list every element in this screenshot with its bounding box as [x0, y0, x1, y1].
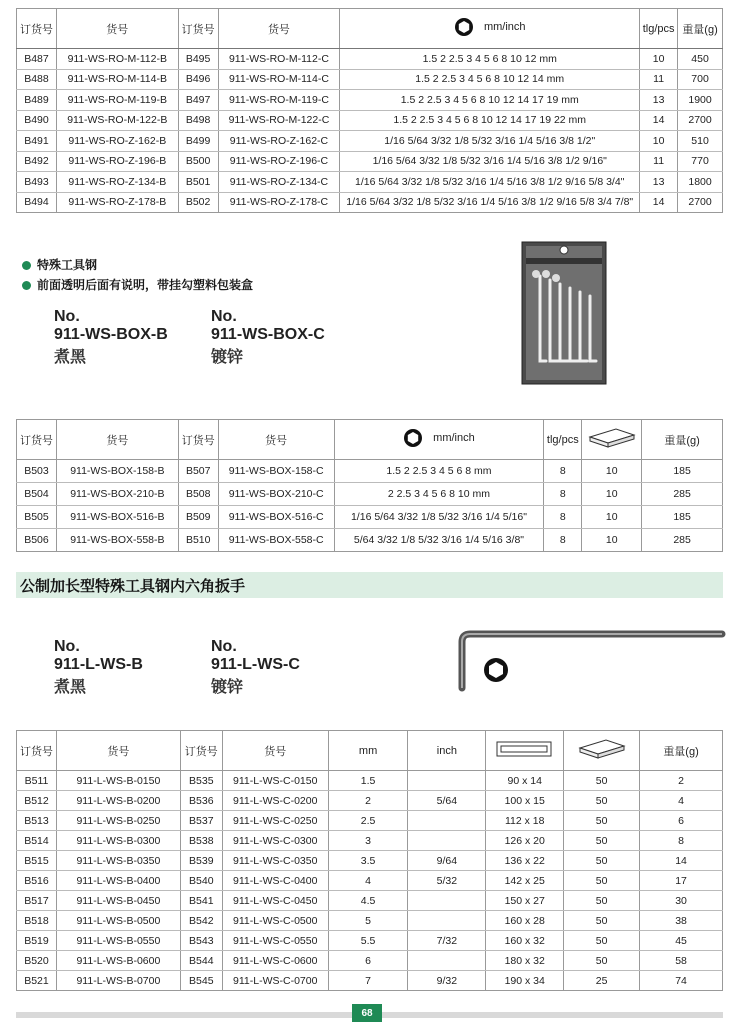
- col-qty: tlg/pcs: [640, 9, 678, 49]
- table-cell: 3.5: [328, 851, 408, 871]
- table-cell: 10: [582, 506, 642, 529]
- table-cell: 7: [328, 971, 408, 991]
- table-cell: 2.5: [328, 811, 408, 831]
- table-row: [17, 951, 723, 971]
- table-cell: 17: [640, 871, 723, 891]
- table-cell: 8: [544, 460, 582, 483]
- table-cell: 911-L-WS-C-0500: [222, 911, 328, 931]
- table-cell: 50: [564, 951, 640, 971]
- table-cell: 911-L-WS-B-0550: [56, 931, 180, 951]
- table-cell: 2700: [678, 192, 723, 213]
- table-cell: 14: [640, 110, 678, 131]
- table-row: [17, 931, 723, 951]
- table-cell: B542: [180, 911, 222, 931]
- dimension-icon: [493, 737, 557, 761]
- table-row: [17, 891, 723, 911]
- table-cell: B501: [178, 172, 218, 193]
- variant-label: No.: [54, 638, 80, 655]
- table-cell: B507: [178, 460, 218, 483]
- table-cell: 9/64: [408, 851, 486, 871]
- table-cell: 911-WS-BOX-516-B: [56, 506, 178, 529]
- table-cell: 2700: [678, 110, 723, 131]
- col-part-no: 货号: [56, 731, 180, 771]
- table-cell: 911-L-WS-B-0700: [56, 971, 180, 991]
- table-cell: B511: [17, 771, 57, 791]
- table-cell: 911-L-WS-B-0300: [56, 831, 180, 851]
- table-cell: B493: [17, 172, 57, 193]
- table-cell: B516: [17, 871, 57, 891]
- table-cell: B517: [17, 891, 57, 911]
- feature-list: [22, 255, 253, 295]
- col-order-no-2: 订货号: [178, 420, 218, 460]
- table-cell: 5/64 3/32 1/8 5/32 3/16 1/4 5/16 3/8": [334, 529, 544, 552]
- table-header-row: [17, 9, 723, 49]
- col-part-no-2: 货号: [218, 9, 340, 49]
- table-cell: 911-WS-RO-M-119-B: [56, 90, 178, 111]
- table-cell: 1/16 5/64 3/32 1/8 5/32 3/16 1/4 5/16 3/8 1/2 9/16 5/8 3/4": [340, 172, 640, 193]
- variant-zinc: [211, 638, 361, 697]
- table-cell: 911-WS-RO-Z-178-C: [218, 192, 340, 213]
- table-cell: 1.5 2 2.5 3 4 5 6 8 10 12 14 17 19 22 mm: [340, 110, 640, 131]
- table-cell: 911-WS-BOX-158-C: [218, 460, 334, 483]
- table-cell: 450: [678, 49, 723, 70]
- table-cell: 4.5: [328, 891, 408, 911]
- table-cell: 911-WS-BOX-516-C: [218, 506, 334, 529]
- table-cell: 911-L-WS-C-0600: [222, 951, 328, 971]
- table-cell: B488: [17, 69, 57, 90]
- table-cell: 911-WS-BOX-210-B: [56, 483, 178, 506]
- col-size-label: mm/inch: [483, 21, 526, 33]
- table-cell: B521: [17, 971, 57, 991]
- table-row: [17, 791, 723, 811]
- table-cell: B539: [180, 851, 222, 871]
- col-box: [564, 731, 640, 771]
- box-icon: [576, 736, 628, 762]
- col-part-no: 货号: [56, 9, 178, 49]
- table-cell: 911-WS-RO-M-119-C: [218, 90, 340, 111]
- col-weight: 重量(g): [642, 420, 723, 460]
- col-order-no-2: 订货号: [178, 9, 218, 49]
- table-row: [17, 771, 723, 791]
- table-cell: 911-WS-BOX-558-C: [218, 529, 334, 552]
- section-title: 公制加长型特殊工具钢内六角扳手: [20, 577, 246, 595]
- spec-table-set: [16, 8, 723, 213]
- table-cell: B506: [17, 529, 57, 552]
- table-row: [17, 811, 723, 831]
- hex-socket-icon: [454, 17, 474, 37]
- table-cell: 770: [678, 151, 723, 172]
- table-cell: 911-WS-RO-Z-178-B: [56, 192, 178, 213]
- table-cell: 50: [564, 871, 640, 891]
- table-cell: 1/16 5/64 3/32 1/8 5/32 3/16 1/4 5/16 3/8 1/2 9/16": [340, 151, 640, 172]
- table-cell: 911-L-WS-C-0250: [222, 811, 328, 831]
- variant-code: 911-L-WS-C: [211, 656, 300, 673]
- table-cell: 911-L-WS-C-0200: [222, 791, 328, 811]
- table-row: [17, 971, 723, 991]
- table-cell: B515: [17, 851, 57, 871]
- col-mm: mm: [328, 731, 408, 771]
- feature-text: 特殊工具钢: [37, 258, 98, 272]
- box-icon: [586, 425, 638, 451]
- table-cell: 142 x 25: [486, 871, 564, 891]
- wrench-set-box-photo: [520, 236, 608, 386]
- table-cell: 700: [678, 69, 723, 90]
- table-cell: 1.5 2 2.5 3 4 5 6 8 10 12 14 17 19 mm: [340, 90, 640, 111]
- table-cell: 1.5 2 2.5 3 4 5 6 8 10 12 14 mm: [340, 69, 640, 90]
- table-row: [17, 110, 723, 131]
- table-cell: 25: [564, 971, 640, 991]
- l-wrench-illustration: [456, 630, 726, 692]
- table-cell: 30: [640, 891, 723, 911]
- table-cell: 911-WS-RO-M-112-B: [56, 49, 178, 70]
- table-cell: 50: [564, 791, 640, 811]
- col-box: [582, 420, 642, 460]
- table-cell: 10: [640, 49, 678, 70]
- table-cell: 911-L-WS-C-0400: [222, 871, 328, 891]
- table-cell: [408, 771, 486, 791]
- feature-text: 前面透明后面有说明，带挂勾塑料包装盒: [37, 278, 254, 292]
- table-cell: 1/16 5/64 3/32 1/8 5/32 3/16 1/4 5/16 3/8 1/2 9/16 5/8 3/4 7/8": [340, 192, 640, 213]
- col-order-no-2: 订货号: [180, 731, 222, 771]
- table-cell: [408, 911, 486, 931]
- table-cell: B489: [17, 90, 57, 111]
- table-cell: 8: [544, 506, 582, 529]
- col-size: [334, 420, 544, 460]
- table-cell: 911-WS-RO-M-112-C: [218, 49, 340, 70]
- table-cell: 911-L-WS-B-0450: [56, 891, 180, 911]
- table-cell: B545: [180, 971, 222, 991]
- table-cell: B494: [17, 192, 57, 213]
- col-size: [340, 9, 640, 49]
- table-cell: B502: [178, 192, 218, 213]
- variant-code: 911-WS-BOX-B: [54, 326, 168, 343]
- table-cell: 185: [642, 460, 723, 483]
- table-cell: 160 x 32: [486, 931, 564, 951]
- table-cell: 911-WS-BOX-210-C: [218, 483, 334, 506]
- table-cell: 911-L-WS-C-0700: [222, 971, 328, 991]
- table-cell: 160 x 28: [486, 911, 564, 931]
- table-cell: 150 x 27: [486, 891, 564, 911]
- table-cell: 50: [564, 911, 640, 931]
- table-cell: 911-L-WS-C-0550: [222, 931, 328, 951]
- table-cell: 911-WS-RO-Z-162-B: [56, 131, 178, 152]
- table-cell: B510: [178, 529, 218, 552]
- table-cell: 911-L-WS-C-0350: [222, 851, 328, 871]
- table-cell: B499: [178, 131, 218, 152]
- table-cell: 10: [582, 529, 642, 552]
- table-cell: B543: [180, 931, 222, 951]
- table-cell: 8: [544, 483, 582, 506]
- table-row: [17, 911, 723, 931]
- table-cell: B512: [17, 791, 57, 811]
- table-header-row: [17, 420, 723, 460]
- table-row: [17, 172, 723, 193]
- table-cell: 510: [678, 131, 723, 152]
- table-cell: 10: [640, 131, 678, 152]
- table-cell: [408, 891, 486, 911]
- list-item: [22, 255, 253, 275]
- bullet-dot-icon: [22, 261, 31, 270]
- table-cell: B541: [180, 891, 222, 911]
- table-row: [17, 460, 723, 483]
- long-wrench-table: [16, 730, 723, 991]
- table-cell: 3: [328, 831, 408, 851]
- table-row: [17, 69, 723, 90]
- col-weight: 重量(g): [640, 731, 723, 771]
- table-cell: 5.5: [328, 931, 408, 951]
- table-cell: B536: [180, 791, 222, 811]
- table-cell: B537: [180, 811, 222, 831]
- table-cell: 50: [564, 851, 640, 871]
- table-cell: 2: [640, 771, 723, 791]
- variant-label: No.: [54, 308, 80, 325]
- list-item: [22, 275, 253, 295]
- bullet-dot-icon: [22, 281, 31, 290]
- table-row: [17, 506, 723, 529]
- table-cell: 5: [328, 911, 408, 931]
- table-cell: B544: [180, 951, 222, 971]
- table-cell: 8: [544, 529, 582, 552]
- table-cell: B518: [17, 911, 57, 931]
- table-cell: [408, 831, 486, 851]
- variant-label: No.: [211, 638, 237, 655]
- table-cell: 112 x 18: [486, 811, 564, 831]
- col-weight: 重量(g): [678, 9, 723, 49]
- table-cell: 13: [640, 90, 678, 111]
- table-cell: 911-L-WS-C-0300: [222, 831, 328, 851]
- table-cell: B495: [178, 49, 218, 70]
- table-row: [17, 529, 723, 552]
- table-cell: 11: [640, 69, 678, 90]
- table-cell: 9/32: [408, 971, 486, 991]
- table-cell: B496: [178, 69, 218, 90]
- variant-finish: 煮黑: [54, 679, 87, 696]
- table-cell: 285: [642, 529, 723, 552]
- table-cell: 11: [640, 151, 678, 172]
- table-cell: 911-WS-RO-Z-134-C: [218, 172, 340, 193]
- table-cell: 4: [328, 871, 408, 891]
- table-row: [17, 851, 723, 871]
- table-cell: 136 x 22: [486, 851, 564, 871]
- table-cell: 180 x 32: [486, 951, 564, 971]
- table-cell: B500: [178, 151, 218, 172]
- table-cell: 911-WS-RO-M-114-B: [56, 69, 178, 90]
- table-cell: B509: [178, 506, 218, 529]
- table-cell: 7/32: [408, 931, 486, 951]
- table-cell: B508: [178, 483, 218, 506]
- table-cell: B513: [17, 811, 57, 831]
- table-cell: 1/16 5/64 3/32 1/8 5/32 3/16 1/4 5/16": [334, 506, 544, 529]
- table-cell: B505: [17, 506, 57, 529]
- table-cell: 74: [640, 971, 723, 991]
- table-cell: 50: [564, 771, 640, 791]
- table-cell: 911-L-WS-B-0400: [56, 871, 180, 891]
- table-cell: 13: [640, 172, 678, 193]
- table-cell: 911-L-WS-B-0150: [56, 771, 180, 791]
- table-cell: 911-L-WS-C-0150: [222, 771, 328, 791]
- table-cell: 285: [642, 483, 723, 506]
- table-cell: B490: [17, 110, 57, 131]
- variant-finish: 煮黑: [54, 349, 87, 366]
- table-row: [17, 151, 723, 172]
- table-cell: 10: [582, 460, 642, 483]
- table-cell: [408, 811, 486, 831]
- table-cell: 126 x 20: [486, 831, 564, 851]
- table-cell: B492: [17, 151, 57, 172]
- table-cell: 6: [640, 811, 723, 831]
- table-cell: 911-WS-RO-M-122-C: [218, 110, 340, 131]
- table-row: [17, 483, 723, 506]
- table-cell: 14: [640, 851, 723, 871]
- table-cell: 2: [328, 791, 408, 811]
- table-cell: 1900: [678, 90, 723, 111]
- table-row: [17, 90, 723, 111]
- table-row: [17, 871, 723, 891]
- col-inch: inch: [408, 731, 486, 771]
- table-cell: 911-WS-RO-M-122-B: [56, 110, 178, 131]
- table-cell: 911-WS-BOX-158-B: [56, 460, 178, 483]
- table-cell: 1/16 5/64 3/32 1/8 5/32 3/16 1/4 5/16 3/8 1/2": [340, 131, 640, 152]
- table-cell: 911-L-WS-B-0350: [56, 851, 180, 871]
- table-cell: 911-WS-RO-Z-162-C: [218, 131, 340, 152]
- table-cell: 1.5 2 2.5 3 4 5 6 8 10 12 mm: [340, 49, 640, 70]
- table-cell: 10: [582, 483, 642, 506]
- box-set-table: [16, 419, 723, 552]
- table-cell: 185: [642, 506, 723, 529]
- table-cell: 50: [564, 891, 640, 911]
- table-cell: 4: [640, 791, 723, 811]
- table-cell: 45: [640, 931, 723, 951]
- table-row: [17, 49, 723, 70]
- table-cell: [408, 951, 486, 971]
- table-cell: 8: [640, 831, 723, 851]
- table-row: [17, 831, 723, 851]
- table-cell: B535: [180, 771, 222, 791]
- col-size-label: mm/inch: [433, 432, 475, 444]
- table-header-row: [17, 731, 723, 771]
- table-cell: 911-WS-BOX-558-B: [56, 529, 178, 552]
- table-cell: B497: [178, 90, 218, 111]
- variant-zinc: [211, 308, 361, 367]
- table-cell: 911-WS-RO-M-114-C: [218, 69, 340, 90]
- table-cell: 911-L-WS-B-0600: [56, 951, 180, 971]
- variant-finish: 镀锌: [211, 349, 244, 366]
- table-cell: 190 x 34: [486, 971, 564, 991]
- variant-label: No.: [211, 308, 237, 325]
- table-cell: 50: [564, 811, 640, 831]
- table-cell: 911-L-WS-B-0200: [56, 791, 180, 811]
- table-cell: B491: [17, 131, 57, 152]
- table-cell: 5/64: [408, 791, 486, 811]
- table-row: [17, 192, 723, 213]
- variant-code: 911-WS-BOX-C: [211, 326, 325, 343]
- section-title-bar: [16, 572, 723, 598]
- col-order-no: 订货号: [17, 731, 57, 771]
- table-cell: B503: [17, 460, 57, 483]
- hex-socket-icon: [403, 428, 423, 448]
- table-cell: B498: [178, 110, 218, 131]
- variant-finish: 镀锌: [211, 679, 244, 696]
- col-order-no: 订货号: [17, 420, 57, 460]
- col-qty: tlg/pcs: [544, 420, 582, 460]
- table-cell: 2 2.5 3 4 5 6 8 10 mm: [334, 483, 544, 506]
- table-row: [17, 131, 723, 152]
- variant-black: [54, 308, 204, 367]
- table-cell: B514: [17, 831, 57, 851]
- table-cell: 5/32: [408, 871, 486, 891]
- table-cell: 14: [640, 192, 678, 213]
- table-cell: B538: [180, 831, 222, 851]
- table-cell: 90 x 14: [486, 771, 564, 791]
- table-cell: 911-WS-RO-Z-196-B: [56, 151, 178, 172]
- table-cell: 1.5: [328, 771, 408, 791]
- table-cell: 6: [328, 951, 408, 971]
- table-cell: 50: [564, 931, 640, 951]
- col-order-no: 订货号: [17, 9, 57, 49]
- table-cell: 58: [640, 951, 723, 971]
- table-cell: 911-WS-RO-Z-134-B: [56, 172, 178, 193]
- table-cell: B519: [17, 931, 57, 951]
- variant-black: [54, 638, 204, 697]
- variant-code: 911-L-WS-B: [54, 656, 143, 673]
- table-cell: 1.5 2 2.5 3 4 5 6 8 mm: [334, 460, 544, 483]
- table-cell: B520: [17, 951, 57, 971]
- col-part-no-2: 货号: [218, 420, 334, 460]
- table-cell: 911-L-WS-C-0450: [222, 891, 328, 911]
- table-cell: B487: [17, 49, 57, 70]
- table-cell: 911-L-WS-B-0250: [56, 811, 180, 831]
- col-dimension: [486, 731, 564, 771]
- table-cell: 50: [564, 831, 640, 851]
- col-part-no-2: 货号: [222, 731, 328, 771]
- col-part-no: 货号: [56, 420, 178, 460]
- table-cell: B504: [17, 483, 57, 506]
- table-cell: 911-L-WS-B-0500: [56, 911, 180, 931]
- page-number: 68: [352, 1004, 382, 1022]
- table-cell: 38: [640, 911, 723, 931]
- table-cell: 911-WS-RO-Z-196-C: [218, 151, 340, 172]
- table-cell: 100 x 15: [486, 791, 564, 811]
- table-cell: 1800: [678, 172, 723, 193]
- table-cell: B540: [180, 871, 222, 891]
